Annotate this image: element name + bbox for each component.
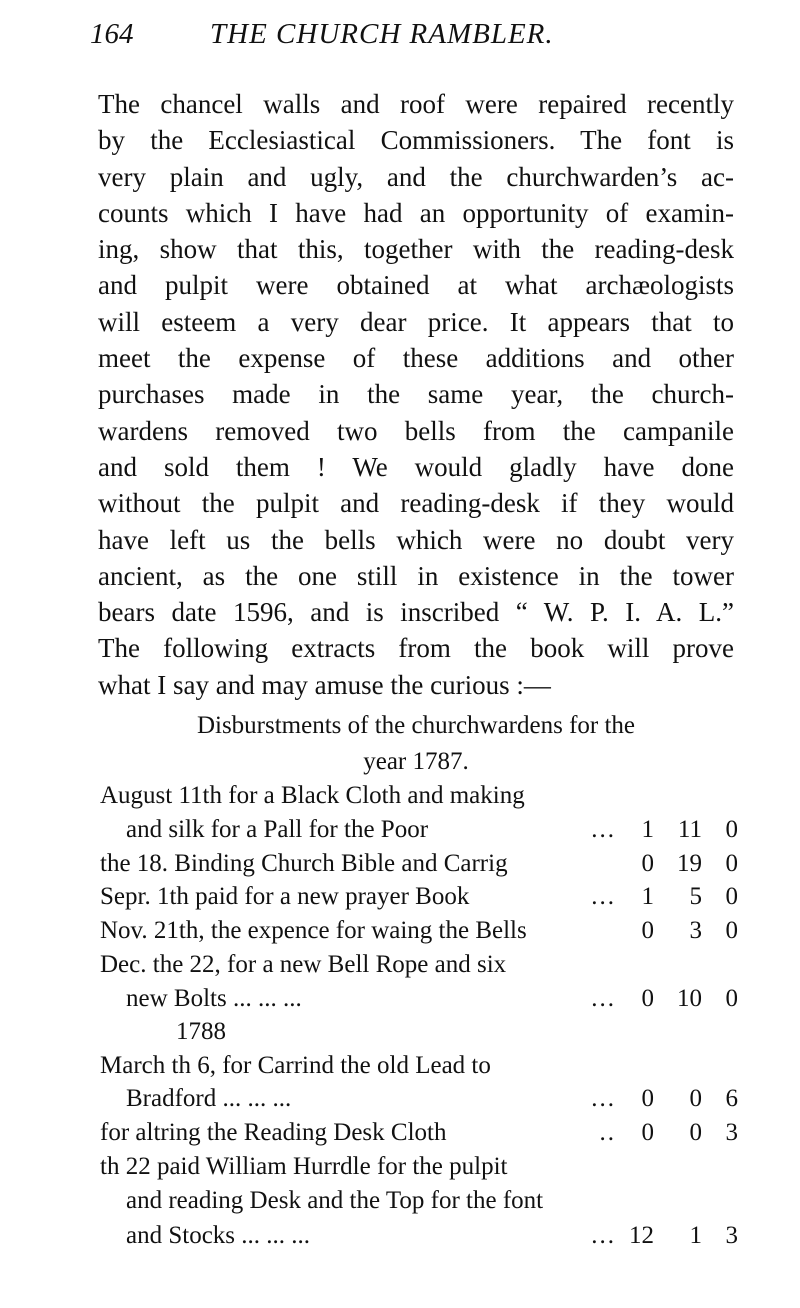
- amount-pounds: 0: [641, 1119, 654, 1146]
- amount-pence: 0: [725, 816, 738, 843]
- amount-pence: 3: [725, 1222, 738, 1249]
- body-line: bears date 1596, and is inscribed “ W. P. I. A. L.”: [98, 597, 734, 628]
- account-item-description: new Bolts ... ... ...: [126, 985, 302, 1012]
- amount-shillings: 1: [689, 1222, 702, 1249]
- amount-shillings: 3: [689, 917, 702, 944]
- body-line: will esteem a very dear price. It appears that to: [98, 306, 734, 337]
- dot-leader: ..: [599, 1119, 616, 1146]
- running-head: [90, 18, 790, 58]
- amount-pounds: 0: [641, 850, 654, 877]
- amount-pence: 0: [725, 985, 738, 1012]
- amount-pence: 6: [725, 1085, 738, 1112]
- account-item-description: and reading Desk and the Top for the font: [126, 1187, 544, 1214]
- account-year-label: 1788: [176, 1018, 226, 1045]
- amount-shillings: 5: [689, 883, 702, 910]
- account-row: [100, 917, 750, 951]
- account-row: [100, 883, 750, 917]
- account-row: [100, 985, 750, 1019]
- account-year-heading: year 1787.: [363, 748, 469, 775]
- account-item-description: Sepr. 1th paid for a new prayer Book: [100, 883, 470, 910]
- amount-shillings: 10: [677, 985, 702, 1012]
- body-line: have left us the bells which were no doubt very: [98, 524, 734, 555]
- account-row: [100, 816, 750, 850]
- amount-pounds: 0: [641, 1085, 654, 1112]
- amount-pence: 0: [725, 917, 738, 944]
- amount-pounds: 12: [629, 1222, 654, 1249]
- account-row: [100, 1085, 750, 1119]
- dot-leader: ...: [591, 1222, 616, 1249]
- dot-leader: ...: [591, 985, 616, 1012]
- body-line: wardens removed two bells from the campanile: [98, 415, 734, 446]
- running-title: THE CHURCH RAMBLER.: [210, 18, 554, 50]
- account-row: [100, 1222, 750, 1256]
- body-line: ing, show that this, together with the reading-desk: [98, 234, 734, 265]
- account-row: [100, 782, 750, 816]
- account-row: [100, 1018, 750, 1052]
- page-number: 164: [90, 18, 134, 50]
- body-line: very plain and ugly, and the churchwarden’s ac-: [98, 161, 734, 192]
- body-paragraph: [98, 86, 734, 703]
- dot-leader: ...: [591, 883, 616, 910]
- amount-shillings: 11: [677, 816, 702, 843]
- amount-shillings: 0: [689, 1119, 702, 1146]
- body-line: by the Ecclesiastical Commissioners. The font is: [98, 125, 734, 156]
- amount-shillings: 19: [677, 850, 702, 877]
- account-row: [100, 951, 750, 985]
- body-line: and pulpit were obtained at what archæologists: [98, 270, 734, 301]
- amount-pence: 3: [725, 1119, 738, 1146]
- amount-shillings: 0: [689, 1085, 702, 1112]
- amount-pounds: 0: [641, 917, 654, 944]
- body-line: The following extracts from the book will prove: [98, 633, 734, 664]
- account-item-description: March th 6, for Carrind the old Lead to: [100, 1052, 491, 1079]
- account-item-description: th 22 paid William Hurrdle for the pulpit: [100, 1153, 508, 1180]
- dot-leader: ...: [591, 816, 616, 843]
- account-item-description: the 18. Binding Church Bible and Carrig: [100, 850, 508, 877]
- account-heading: Disburstments of the churchwardens for the: [196, 712, 636, 739]
- amount-pounds: 1: [641, 816, 654, 843]
- body-line: purchases made in the same year, the church-: [98, 379, 734, 410]
- body-line: without the pulpit and reading-desk if they would: [98, 488, 734, 519]
- amount-pounds: 1: [641, 883, 654, 910]
- account-item-description: for altring the Reading Desk Cloth: [100, 1119, 447, 1146]
- body-line: The chancel walls and roof were repaired recently: [98, 89, 734, 119]
- account-row: [100, 1187, 750, 1221]
- dot-leader: ...: [591, 1085, 616, 1112]
- account-item-description: Bradford ... ... ...: [126, 1085, 292, 1112]
- body-line: counts which I have had an opportunity of examin-: [98, 197, 734, 228]
- body-line: ancient, as the one still in existence in the tower: [98, 560, 734, 591]
- amount-pounds: 0: [641, 985, 654, 1012]
- account-item-description: Dec. the 22, for a new Bell Rope and six: [100, 951, 507, 978]
- amount-pence: 0: [725, 850, 738, 877]
- account-row: [100, 850, 750, 884]
- amount-pence: 0: [725, 883, 738, 910]
- body-line: and sold them ! We would gladly have done: [98, 451, 734, 482]
- account-row: [100, 1153, 750, 1187]
- account-item-description: and silk for a Pall for the Poor: [126, 816, 429, 843]
- account-row: [100, 1052, 750, 1086]
- account-item-description: Nov. 21th, the expence for waing the Bells: [100, 917, 527, 944]
- body-line: meet the expense of these additions and other: [98, 343, 734, 374]
- account-row: [100, 1119, 750, 1153]
- body-line: what I say and may amuse the curious :—: [98, 669, 551, 700]
- account-item-description: and Stocks ... ... ...: [126, 1222, 311, 1249]
- account-item-description: August 11th for a Black Cloth and making: [100, 782, 525, 809]
